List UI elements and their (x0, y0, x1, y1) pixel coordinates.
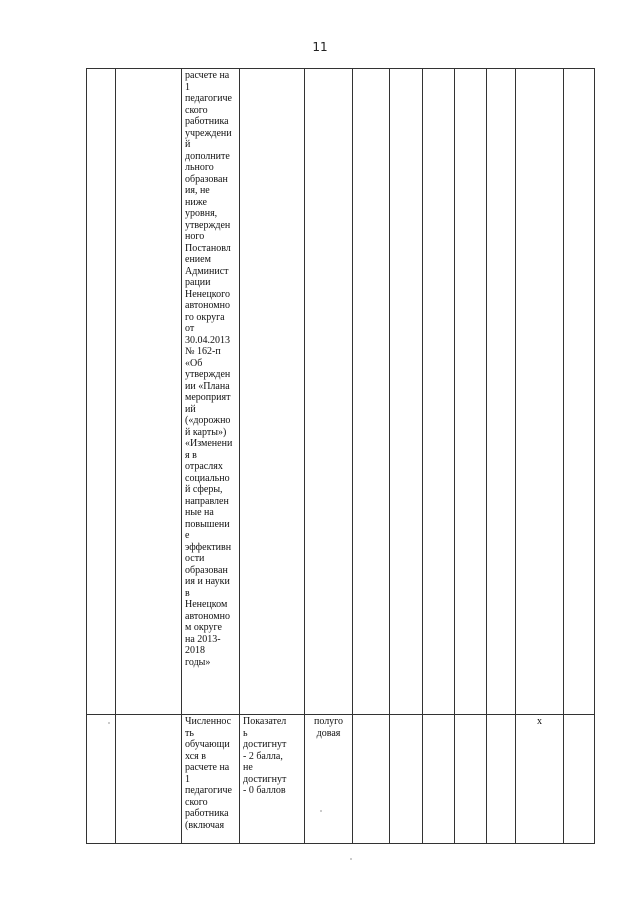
table-cell (564, 69, 595, 715)
table-cell (564, 715, 595, 844)
table-cell (487, 715, 516, 844)
table-cell (516, 69, 564, 715)
table-cell (390, 715, 423, 844)
table-cell (87, 69, 116, 715)
table-cell (305, 69, 353, 715)
table-cell (182, 715, 240, 844)
indicator-text: Численнос ть обучающи хся в расчете на 1 педагогиче ского работника (включая (185, 716, 232, 831)
table-cell (455, 69, 487, 715)
table-cell (516, 715, 564, 844)
table-cell (455, 715, 487, 844)
scoring-rule-text: Показател ь достигнут - 2 балла, не достигнут - 0 баллов (243, 716, 287, 796)
indicator-text-continued: расчете на 1 педагогиче ского работника учреждени й дополните льного образован ия, не ниже уровня, утвержден ного Постановл ением Админист рации Ненецкого автономно го округа от 30.04.2013 № 162-п «Об утвержден ии «Плана мероприят ий («дорожно й карты») «Изменени я в отраслях социально й сферы, направлен ные на повышени е эффективн ости образован ия и науки в Ненецком автономно м округе на 2013- 2018 годы» (185, 70, 233, 668)
x-mark: х (537, 716, 542, 727)
scan-speck (108, 722, 110, 724)
page-number: 11 (312, 40, 328, 54)
table-cell (240, 69, 305, 715)
table-cell (353, 715, 390, 844)
table-cell (182, 69, 240, 715)
scan-speck (320, 810, 322, 812)
criteria-table (86, 68, 595, 844)
table-cell (390, 69, 423, 715)
table-cell (116, 715, 182, 844)
table-cell (423, 69, 455, 715)
scan-speck (350, 858, 352, 860)
table-row (87, 69, 595, 715)
periodicity-text: полуго довая (313, 716, 344, 739)
table-row (87, 715, 595, 844)
table-cell (305, 715, 353, 844)
table-cell (353, 69, 390, 715)
table-cell (87, 715, 116, 844)
table-cell (423, 715, 455, 844)
table-cell (487, 69, 516, 715)
table-cell (240, 715, 305, 844)
table-cell (116, 69, 182, 715)
